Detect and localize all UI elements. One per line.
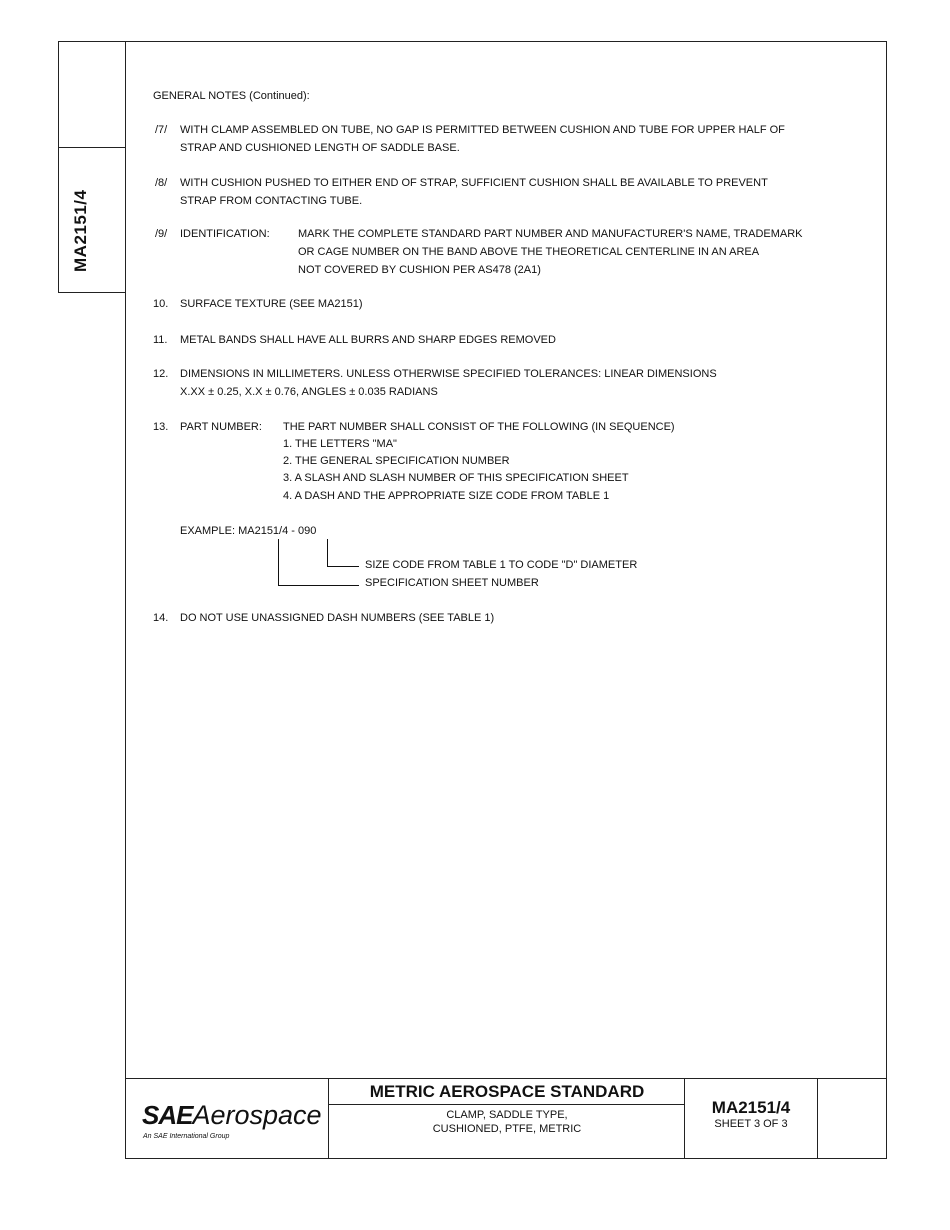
note-7-line-2: STRAP AND CUSHIONED LENGTH OF SADDLE BASE.	[180, 142, 460, 154]
note-8-marker: /8/	[155, 177, 168, 189]
logo-aerospace: Aerospace	[192, 1100, 322, 1130]
title-block-top-border	[125, 1078, 887, 1079]
note-14-marker: 14.	[153, 612, 169, 624]
note-9-line-3: NOT COVERED BY CUSHION PER AS478 (2A1)	[298, 264, 541, 276]
note-13-example: EXAMPLE: MA2151/4 - 090	[180, 525, 317, 537]
title-block-doc-number: MA2151/4	[711, 1098, 791, 1117]
callout-size-leader-vertical	[327, 539, 328, 566]
note-9-label: IDENTIFICATION:	[180, 228, 270, 240]
callout-sheet-number: SPECIFICATION SHEET NUMBER	[365, 577, 539, 589]
note-9-marker: /9/	[155, 228, 168, 240]
logo-sae: SAE	[142, 1100, 193, 1130]
note-14-text: DO NOT USE UNASSIGNED DASH NUMBERS (SEE TABLE 1)	[180, 612, 495, 624]
note-13-item-2: 2. THE GENERAL SPECIFICATION NUMBER	[283, 455, 510, 467]
callout-size-leader-horizontal	[327, 566, 359, 567]
callout-sheet-leader-vertical	[278, 539, 279, 585]
note-7-marker: /7/	[155, 124, 168, 136]
note-12-line-1: DIMENSIONS IN MILLIMETERS. UNLESS OTHERWISE SPECIFIED TOLERANCES: LINEAR DIMENSIONS	[180, 368, 717, 380]
description-line-1: CLAMP, SADDLE TYPE,	[446, 1109, 568, 1121]
note-8-line-2: STRAP FROM CONTACTING TUBE.	[180, 195, 363, 207]
note-10-marker: 10.	[153, 298, 169, 310]
note-12-line-2: X.XX ± 0.25, X.X ± 0.76, ANGLES ± 0.035 RADIANS	[180, 386, 438, 398]
note-13-item-1: 1. THE LETTERS "MA"	[283, 438, 397, 450]
note-13-intro: THE PART NUMBER SHALL CONSIST OF THE FOLLOWING (IN SEQUENCE)	[283, 421, 675, 433]
note-13-item-3: 3. A SLASH AND SLASH NUMBER OF THIS SPECIFICATION SHEET	[283, 472, 629, 484]
note-8-line-1: WITH CUSHION PUSHED TO EITHER END OF STRAP, SUFFICIENT CUSHION SHALL BE AVAILABLE TO PREVENT	[180, 177, 768, 189]
description-line-2: CUSHIONED, PTFE, METRIC	[432, 1123, 582, 1136]
note-10-text: SURFACE TEXTURE (SEE MA2151)	[180, 298, 363, 310]
page-border	[125, 41, 887, 1159]
sae-aerospace-logo	[142, 1100, 322, 1140]
logo-subtitle: An SAE International Group	[143, 1133, 230, 1140]
standard-title: METRIC AEROSPACE STANDARD	[369, 1082, 645, 1101]
note-7-line-1: WITH CLAMP ASSEMBLED ON TUBE, NO GAP IS PERMITTED BETWEEN CUSHION AND TUBE FOR UPPER HALF OF	[180, 124, 785, 136]
note-12-marker: 12.	[153, 368, 169, 380]
note-11-marker: 11.	[153, 334, 168, 346]
notes-heading: GENERAL NOTES (Continued):	[153, 90, 310, 102]
title-block-title-underline	[329, 1104, 684, 1105]
standard-description	[329, 1108, 685, 1137]
sheet-indicator: SHEET 3 OF 3	[714, 1118, 788, 1130]
note-9-line-1: MARK THE COMPLETE STANDARD PART NUMBER AND MANUFACTURER'S NAME, TRADEMARK	[298, 228, 803, 240]
title-block-divider-3	[817, 1078, 818, 1159]
side-tab-divider	[59, 147, 126, 148]
note-13-label: PART NUMBER:	[180, 421, 262, 433]
note-13-item-4: 4. A DASH AND THE APPROPRIATE SIZE CODE FROM TABLE 1	[283, 490, 610, 502]
side-tab-doc-number: MA2151/4	[71, 189, 90, 272]
callout-sheet-leader-horizontal	[278, 585, 359, 586]
callout-size-code: SIZE CODE FROM TABLE 1 TO CODE "D" DIAMETER	[365, 559, 638, 571]
note-11-text: METAL BANDS SHALL HAVE ALL BURRS AND SHARP EDGES REMOVED	[180, 334, 556, 346]
note-9-line-2: OR CAGE NUMBER ON THE BAND ABOVE THE THEORETICAL CENTERLINE IN AN AREA	[298, 246, 760, 258]
side-tab	[58, 41, 126, 293]
note-13-marker: 13.	[153, 421, 169, 433]
